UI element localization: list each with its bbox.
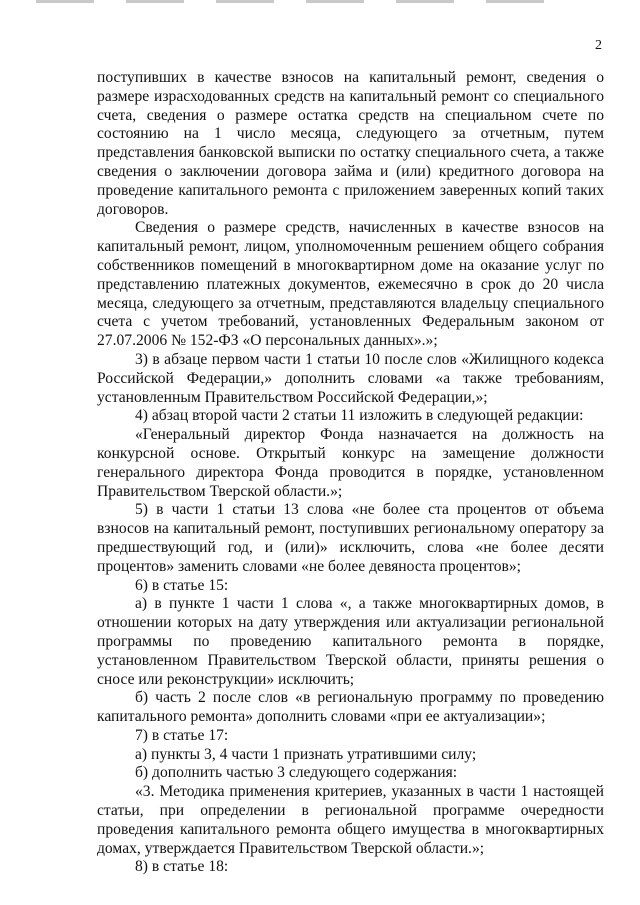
document-body — [97, 69, 604, 877]
paragraph: а) пункты 3, 4 части 1 признать утратившими силу; — [135, 745, 477, 763]
paragraph: 8) в статье 18: — [135, 858, 229, 876]
paragraph: 6) в статье 15: — [135, 576, 229, 594]
paragraph-continuation: поступивших в качестве взносов на капитальный ремонт, сведения о размере израсходованных средств на капитальный ремонт со специального счета, сведения о размере остатка средств на специальном счете по состоянию на 1 число месяца, следующего за отчетным, путем представления банковской выписки по остатку специального счета, а также сведения о заключении договора займа и (или) кредитного договора на проведение капитального ремонта с приложением заверенных копий таких договоров. — [97, 69, 604, 218]
paragraph: «3. Методика применения критериев, указанных в части 1 настоящей статьи, при определении в региональной программе очередности проведения капитального ремонта общего имущества в многоквартирных домах, утверждается Правительством Тверской области.»; — [97, 783, 604, 857]
paragraph: «Генеральный директор Фонда назначается на должность на конкурсной основе. Открытый конкурс на замещение должности генерального директора Фонда проводится в порядке, установленном Правительством Тверской области.»; — [97, 426, 604, 500]
paragraph: Сведения о размере средств, начисленных в качестве взносов на капитальный ремонт, лицом, уполномоченным решением общего собрания собственников помещений в многоквартирном доме на оказание услуг по представлению платежных документов, ежемесячно в срок до 20 числа месяца, следующего за отчетным, представляются владельцу специального счета с учетом требований, установленных Федеральным законом от 27.07.2006 № 152-ФЗ «О персональных данных».»; — [97, 219, 604, 350]
paragraph: 3) в абзаце первом части 1 статьи 10 после слов «Жилищного кодекса Российской Федерации,» дополнить словами «а также требованиям, установленным Правительством Российской Федерации,»; — [97, 350, 604, 406]
paragraph: б) дополнить частью 3 следующего содержания: — [135, 764, 458, 782]
paragraph: 4) абзац второй части 2 статьи 11 изложить в следующей редакции: — [135, 407, 584, 425]
paragraph: а) в пункте 1 части 1 слова «, а также многоквартирных домов, в отношении которых на дату утверждения или актуализации региональной программы по проведению капитального ремонта в порядке, установленном Правительством Тверской области, приняты решения о сносе или реконструкции» исключить; — [97, 595, 604, 688]
page-number: 2 — [595, 38, 602, 53]
paragraph: б) часть 2 после слов «в региональную программу по проведению капитального ремонта» дополнить словами «при ее актуализации»; — [97, 689, 604, 726]
paragraph: 7) в статье 17: — [135, 726, 229, 744]
paragraph: 5) в части 1 статьи 13 слова «не более ста процентов от объема взносов на капитальный ремонт, поступивших региональному оператору за предшествующий год, и (или)» исключить, слова «не более десяти процентов» заменить словами «не более девяноста процентов»; — [97, 501, 604, 575]
scan-marks — [0, 0, 640, 6]
